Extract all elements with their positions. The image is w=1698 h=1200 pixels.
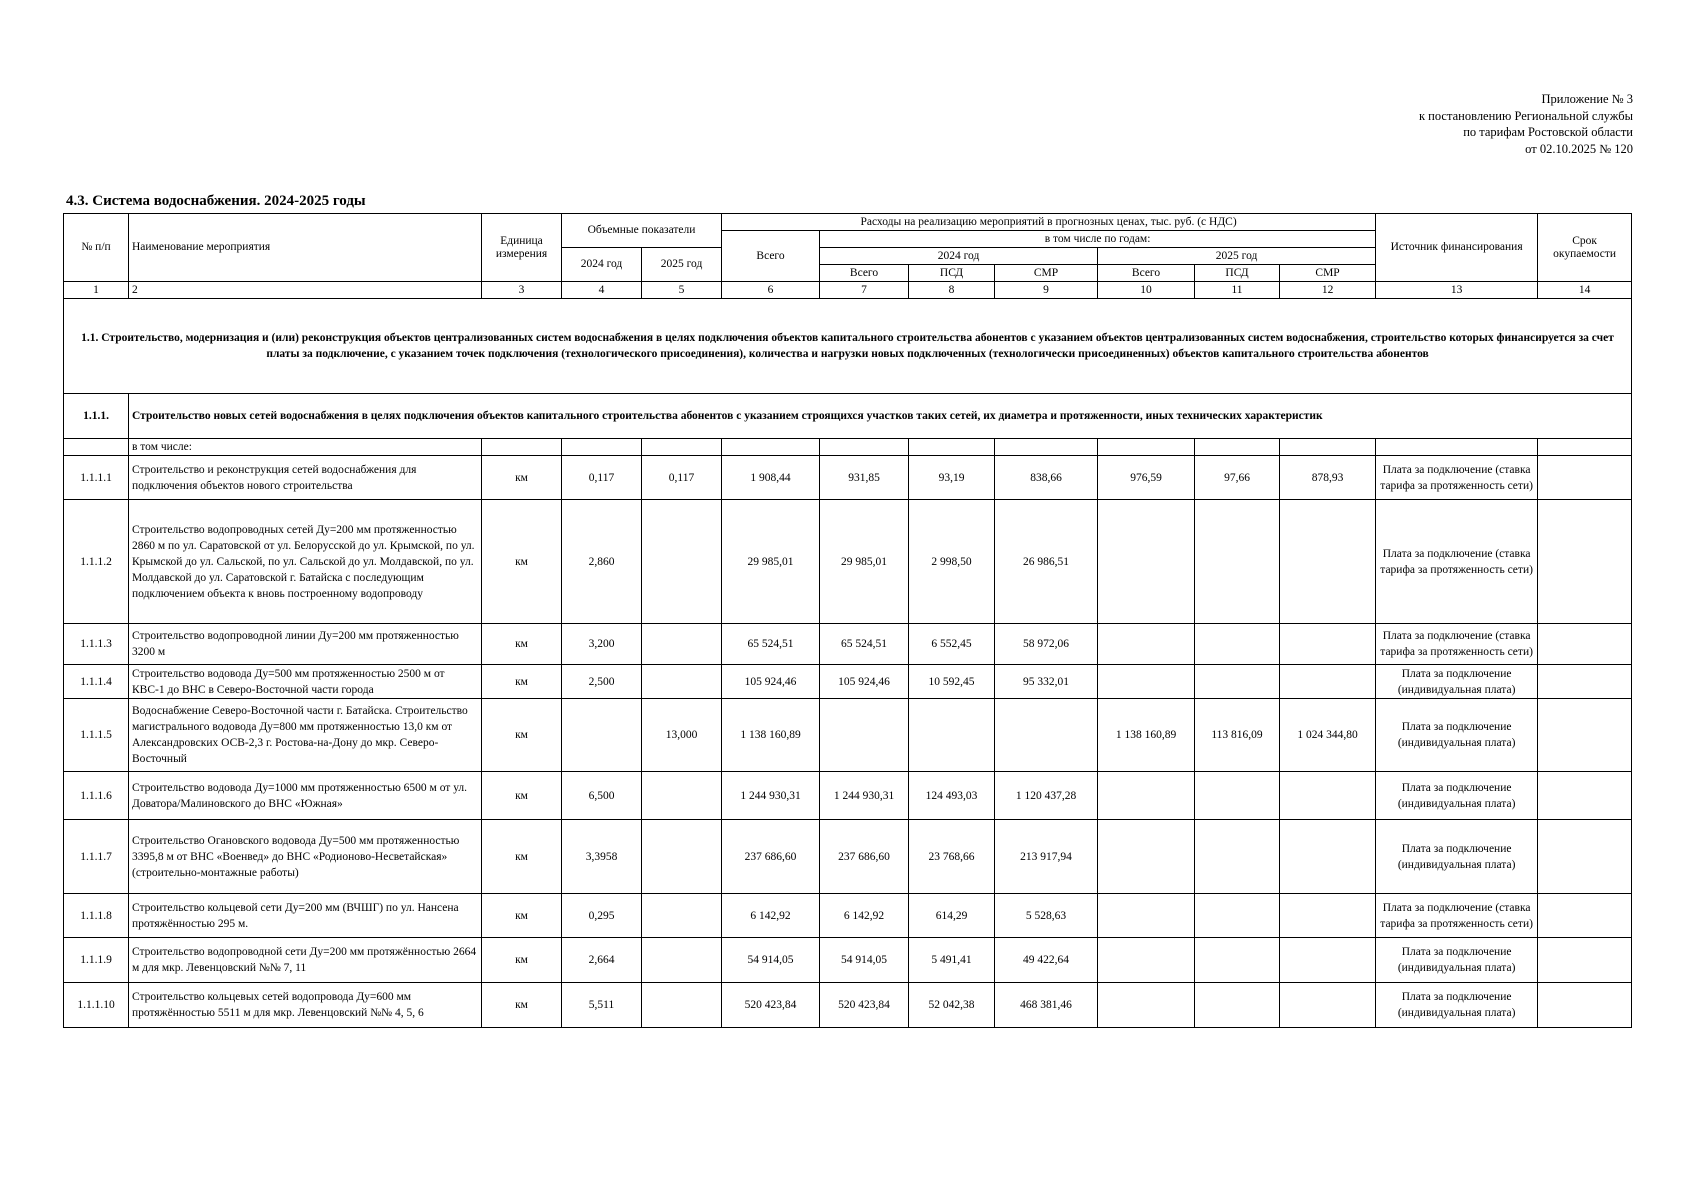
header-source: Источник финансирования <box>1376 214 1538 282</box>
measure-name: Строительство водопроводной сети Ду=200 мм протяжённостью 2664 м для мкр. Левенцовский №№ 7, 11 <box>129 938 482 983</box>
cost-2024-psd: 6 552,45 <box>909 624 995 665</box>
volume-2024: 2,664 <box>562 938 642 983</box>
col-number: 2 <box>129 282 482 299</box>
volume-2024 <box>562 699 642 772</box>
unit-cell: км <box>482 665 562 699</box>
cost-2024-psd: 93,19 <box>909 456 995 500</box>
volume-2024: 5,511 <box>562 983 642 1028</box>
cost-2024-total: 54 914,05 <box>820 938 909 983</box>
table-row <box>64 665 1632 699</box>
row-number: 1.1.1.10 <box>64 983 129 1028</box>
cost-2024-smr: 26 986,51 <box>995 500 1098 624</box>
table-row <box>64 500 1632 624</box>
cost-2024-smr <box>995 699 1098 772</box>
unit-cell: км <box>482 894 562 938</box>
cost-2024-total: 931,85 <box>820 456 909 500</box>
section-row <box>64 299 1632 394</box>
volume-2025 <box>642 938 722 983</box>
header-total: Всего <box>722 231 820 282</box>
header-2025-smr: СМР <box>1280 265 1376 282</box>
volume-2025 <box>642 624 722 665</box>
appendix-line-1: Приложение № 3 <box>1541 92 1633 106</box>
financing-source: Плата за подключение (индивидуальная плата) <box>1376 772 1538 820</box>
cost-2024-smr: 5 528,63 <box>995 894 1098 938</box>
measure-name: Строительство водопроводной линии Ду=200 мм протяженностью 3200 м <box>129 624 482 665</box>
cost-2024-total: 520 423,84 <box>820 983 909 1028</box>
cost-2025-smr <box>1280 624 1376 665</box>
table-row <box>64 983 1632 1028</box>
unit-cell: км <box>482 938 562 983</box>
cost-2025-total <box>1098 500 1195 624</box>
cost-2025-psd <box>1195 894 1280 938</box>
total-cost: 105 924,46 <box>722 665 820 699</box>
volume-2025 <box>642 983 722 1028</box>
payback-period <box>1538 820 1632 894</box>
col-number: 1 <box>64 282 129 299</box>
payback-period <box>1538 699 1632 772</box>
col-number: 11 <box>1195 282 1280 299</box>
unit-cell: км <box>482 772 562 820</box>
cost-2025-smr <box>1280 983 1376 1028</box>
volume-2025 <box>642 500 722 624</box>
cost-2025-total <box>1098 983 1195 1028</box>
row-number: 1.1.1.4 <box>64 665 129 699</box>
measure-name: Водоснабжение Северо-Восточной части г. Батайска. Строительство магистрального водовода Ду=800 мм протяженностью 13,0 км от Александровских ОСВ-2,3 г. Ростова-на-Дону до мкр. Северо-Восточный <box>129 699 482 772</box>
measure-name: Строительство кольцевых сетей водопровода Ду=600 мм протяжённостью 5511 м для мкр. Левенцовский №№ 4, 5, 6 <box>129 983 482 1028</box>
cost-2024-total: 105 924,46 <box>820 665 909 699</box>
cost-2025-psd: 97,66 <box>1195 456 1280 500</box>
financing-source: Плата за подключение (индивидуальная плата) <box>1376 938 1538 983</box>
table-row <box>64 624 1632 665</box>
financing-source: Плата за подключение (индивидуальная плата) <box>1376 665 1538 699</box>
header-vol-2024: 2024 год <box>562 248 642 282</box>
measure-name: Строительство водовода Ду=1000 мм протяженностью 6500 м от ул. Доватора/Малиновского до ВНС «Южная» <box>129 772 482 820</box>
total-cost: 65 524,51 <box>722 624 820 665</box>
volume-2024: 0,117 <box>562 456 642 500</box>
unit-cell: км <box>482 983 562 1028</box>
cost-2025-total: 976,59 <box>1098 456 1195 500</box>
financing-source: Плата за подключение (ставка тарифа за протяженность сети) <box>1376 500 1538 624</box>
cost-2024-psd: 23 768,66 <box>909 820 995 894</box>
volume-2025 <box>642 894 722 938</box>
cost-2025-total <box>1098 624 1195 665</box>
row-number: 1.1.1.5 <box>64 699 129 772</box>
cost-2024-total: 1 244 930,31 <box>820 772 909 820</box>
total-cost: 1 138 160,89 <box>722 699 820 772</box>
measure-name: Строительство Огановского водовода Ду=500 мм протяженностью 3395,8 м от ВНС «Военвед» до ВНС «Родионово-Несветайская» (строительно-монтажные работы) <box>129 820 482 894</box>
total-cost: 1 244 930,31 <box>722 772 820 820</box>
cost-2025-total <box>1098 938 1195 983</box>
header-2024-smr: СМР <box>995 265 1098 282</box>
cost-2025-psd <box>1195 772 1280 820</box>
payback-period <box>1538 772 1632 820</box>
row-number: 1.1.1.7 <box>64 820 129 894</box>
cost-2025-psd <box>1195 983 1280 1028</box>
subsection-row <box>64 394 1632 439</box>
volume-2025 <box>642 820 722 894</box>
cost-2024-psd: 2 998,50 <box>909 500 995 624</box>
cost-2025-total <box>1098 772 1195 820</box>
header-2025-psd: ПСД <box>1195 265 1280 282</box>
total-cost: 520 423,84 <box>722 983 820 1028</box>
cost-2024-total: 65 524,51 <box>820 624 909 665</box>
column-numbers-row <box>64 282 1632 299</box>
row-number: 1.1.1.3 <box>64 624 129 665</box>
cost-2025-total <box>1098 665 1195 699</box>
subsection-heading: Строительство новых сетей водоснабжения в целях подключения объектов капитального строительства абонентов с указанием строящихся участков таких сетей, их диаметра и протяженности, иных технических характеристик <box>129 394 1632 439</box>
volume-2025 <box>642 665 722 699</box>
header-costs: Расходы на реализацию мероприятий в прогнозных ценах, тыс. руб. (с НДС) <box>722 214 1376 231</box>
cost-2025-psd <box>1195 624 1280 665</box>
appendix-block <box>1419 91 1633 157</box>
unit-cell: км <box>482 500 562 624</box>
financing-source: Плата за подключение (ставка тарифа за протяженность сети) <box>1376 456 1538 500</box>
subsection-number: 1.1.1. <box>64 394 129 439</box>
cost-2024-smr: 1 120 437,28 <box>995 772 1098 820</box>
cost-2025-smr <box>1280 894 1376 938</box>
header-num: № п/п <box>64 214 129 282</box>
financing-source: Плата за подключение (индивидуальная плата) <box>1376 699 1538 772</box>
payback-period <box>1538 500 1632 624</box>
header-vol-2025: 2025 год <box>642 248 722 282</box>
financing-source: Плата за подключение (индивидуальная плата) <box>1376 983 1538 1028</box>
appendix-line-4: от 02.10.2025 № 120 <box>1525 141 1633 156</box>
row-number: 1.1.1.1 <box>64 456 129 500</box>
header-year-2025: 2025 год <box>1098 248 1376 265</box>
cost-2025-psd <box>1195 820 1280 894</box>
total-cost: 29 985,01 <box>722 500 820 624</box>
unit-cell: км <box>482 820 562 894</box>
cost-2024-total <box>820 699 909 772</box>
appendix-line-2: к постановлению Региональной службы <box>1418 108 1633 123</box>
col-number: 3 <box>482 282 562 299</box>
cost-2024-smr: 213 917,94 <box>995 820 1098 894</box>
cost-2025-smr <box>1280 500 1376 624</box>
cost-2024-smr: 95 332,01 <box>995 665 1098 699</box>
volume-2024: 2,860 <box>562 500 642 624</box>
col-number: 7 <box>820 282 909 299</box>
financing-source: Плата за подключение (индивидуальная плата) <box>1376 820 1538 894</box>
table-row <box>64 820 1632 894</box>
cost-2024-smr: 838,66 <box>995 456 1098 500</box>
header-name: Наименование мероприятия <box>129 214 482 282</box>
volume-2025: 13,000 <box>642 699 722 772</box>
total-cost: 1 908,44 <box>722 456 820 500</box>
financing-source: Плата за подключение (ставка тарифа за протяженность сети) <box>1376 894 1538 938</box>
col-number: 8 <box>909 282 995 299</box>
col-number: 14 <box>1538 282 1632 299</box>
cost-2025-smr <box>1280 665 1376 699</box>
unit-cell: км <box>482 699 562 772</box>
col-number: 10 <box>1098 282 1195 299</box>
payback-period <box>1538 624 1632 665</box>
volume-2024: 3,3958 <box>562 820 642 894</box>
including-label: в том числе: <box>129 439 482 456</box>
total-cost: 54 914,05 <box>722 938 820 983</box>
cost-2025-total: 1 138 160,89 <box>1098 699 1195 772</box>
volume-2024: 0,295 <box>562 894 642 938</box>
col-number: 4 <box>562 282 642 299</box>
financing-source: Плата за подключение (ставка тарифа за протяженность сети) <box>1376 624 1538 665</box>
payback-period <box>1538 983 1632 1028</box>
cost-2024-psd: 5 491,41 <box>909 938 995 983</box>
cost-2025-smr <box>1280 772 1376 820</box>
appendix-line-3: по тарифам Ростовской области <box>1463 125 1633 139</box>
cost-2025-smr: 878,93 <box>1280 456 1376 500</box>
table-row <box>64 938 1632 983</box>
row-number: 1.1.1.2 <box>64 500 129 624</box>
payback-period <box>1538 938 1632 983</box>
row-number: 1.1.1.6 <box>64 772 129 820</box>
row-number: 1.1.1.9 <box>64 938 129 983</box>
cost-2024-smr: 468 381,46 <box>995 983 1098 1028</box>
col-number: 6 <box>722 282 820 299</box>
cost-2025-total <box>1098 820 1195 894</box>
cost-2025-smr <box>1280 820 1376 894</box>
cost-2024-total: 237 686,60 <box>820 820 909 894</box>
col-number: 9 <box>995 282 1098 299</box>
cost-2025-psd <box>1195 500 1280 624</box>
col-number: 12 <box>1280 282 1376 299</box>
cost-2024-psd: 614,29 <box>909 894 995 938</box>
header-2024-total: Всего <box>820 265 909 282</box>
measures-table <box>63 213 1632 1028</box>
header-unit: Единица измерения <box>482 214 562 282</box>
header-by-years: в том числе по годам: <box>820 231 1376 248</box>
row-number: 1.1.1.8 <box>64 894 129 938</box>
payback-period <box>1538 456 1632 500</box>
volume-2025: 0,117 <box>642 456 722 500</box>
cost-2025-total <box>1098 894 1195 938</box>
volume-2024: 3,200 <box>562 624 642 665</box>
cost-2025-psd: 113 816,09 <box>1195 699 1280 772</box>
unit-cell: км <box>482 624 562 665</box>
cost-2025-smr: 1 024 344,80 <box>1280 699 1376 772</box>
payback-period <box>1538 894 1632 938</box>
section-heading: 1.1. Строительство, модернизация и (или) реконструкция объектов централизованных систем водоснабжения в целях подключения объектов капитального строительства абонентов с указанием объектов централизованных систем водоснабжения, строительство которых финансируется за счет платы за подключение, с указанием точек подключения (технологического присоединения), количества и нагрузки новых подключенных (технологически присоединенных) объектов капитального строительства абонентов <box>64 299 1632 394</box>
table-row <box>64 699 1632 772</box>
cost-2024-psd <box>909 699 995 772</box>
cost-2025-smr <box>1280 938 1376 983</box>
header-volume: Объемные показатели <box>562 214 722 248</box>
cost-2024-smr: 58 972,06 <box>995 624 1098 665</box>
cost-2024-total: 6 142,92 <box>820 894 909 938</box>
table-row <box>64 772 1632 820</box>
cost-2024-total: 29 985,01 <box>820 500 909 624</box>
table-row <box>64 894 1632 938</box>
volume-2025 <box>642 772 722 820</box>
col-number: 13 <box>1376 282 1538 299</box>
measure-name: Строительство водопроводных сетей Ду=200 мм протяженностью 2860 м по ул. Саратовской от ул. Белорусской до ул. Крымской, по ул. Крымской до ул. Сальской, по ул. Сальской до ул. Молдавской, по ул. Молдавской до ул. Саратовской г. Батайска с последующим подключением объекта к вновь построенному водопроводу <box>129 500 482 624</box>
volume-2024: 6,500 <box>562 772 642 820</box>
measure-name: Строительство кольцевой сети Ду=200 мм (ВЧШГ) по ул. Нансена протяжённостью 295 м. <box>129 894 482 938</box>
cost-2024-psd: 124 493,03 <box>909 772 995 820</box>
table-row <box>64 456 1632 500</box>
including-row <box>64 439 1632 456</box>
total-cost: 6 142,92 <box>722 894 820 938</box>
unit-cell: км <box>482 456 562 500</box>
page-title: 4.3. Система водоснабжения. 2024-2025 годы <box>66 193 366 209</box>
cost-2025-psd <box>1195 938 1280 983</box>
col-number: 5 <box>642 282 722 299</box>
measure-name: Строительство водовода Ду=500 мм протяженностью 2500 м от КВС-1 до ВНС в Северо-Восточной части города <box>129 665 482 699</box>
header-payback: Срок окупаемости <box>1538 214 1632 282</box>
cost-2024-psd: 10 592,45 <box>909 665 995 699</box>
header-2025-total: Всего <box>1098 265 1195 282</box>
cost-2025-psd <box>1195 665 1280 699</box>
total-cost: 237 686,60 <box>722 820 820 894</box>
header-year-2024: 2024 год <box>820 248 1098 265</box>
volume-2024: 2,500 <box>562 665 642 699</box>
header-2024-psd: ПСД <box>909 265 995 282</box>
payback-period <box>1538 665 1632 699</box>
measure-name: Строительство и реконструкция сетей водоснабжения для подключения объектов нового строительства <box>129 456 482 500</box>
cost-2024-smr: 49 422,64 <box>995 938 1098 983</box>
cost-2024-psd: 52 042,38 <box>909 983 995 1028</box>
